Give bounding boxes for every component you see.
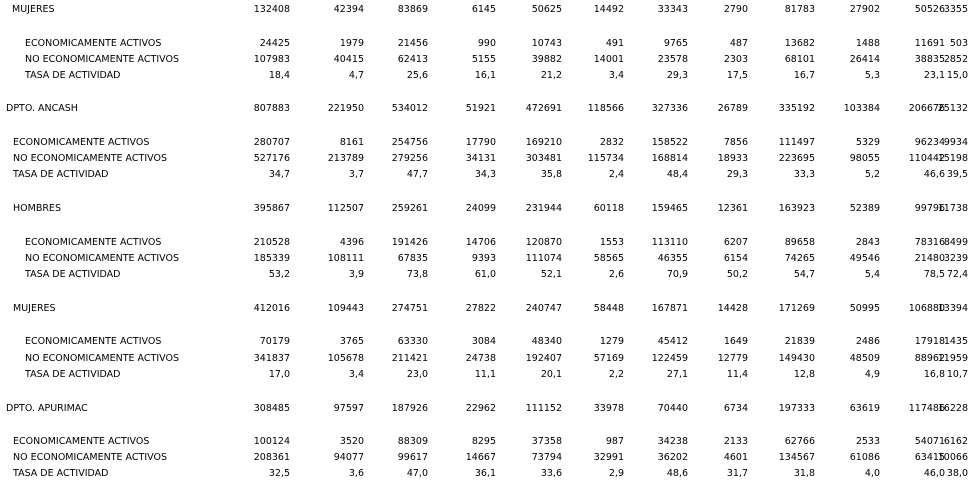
table-row bbox=[0, 451, 972, 465]
table-cell: 63415 bbox=[914, 452, 945, 463]
table-cell: 34131 bbox=[465, 153, 496, 164]
table-cell: 2,6 bbox=[608, 269, 624, 280]
table-cell: 211421 bbox=[391, 353, 428, 364]
table-cell: 23,0 bbox=[406, 369, 428, 380]
table-cell: 83869 bbox=[397, 4, 428, 15]
table-cell: 21,2 bbox=[540, 70, 562, 81]
table-cell: 171269 bbox=[778, 303, 815, 314]
table-cell: 197333 bbox=[778, 403, 815, 414]
table-cell: 5155 bbox=[471, 54, 496, 65]
table-cell: 2303 bbox=[723, 54, 748, 65]
table-cell: 21456 bbox=[397, 38, 428, 49]
table-cell: 52389 bbox=[849, 203, 880, 214]
table-cell: 9765 bbox=[663, 38, 688, 49]
table-cell: 2852 bbox=[943, 54, 968, 65]
table-cell: 5,4 bbox=[864, 269, 880, 280]
table-cell: 34,3 bbox=[474, 169, 496, 180]
table-cell: 111074 bbox=[525, 253, 562, 264]
table-cell: 62413 bbox=[397, 54, 428, 65]
table-cell: 110442 bbox=[908, 153, 945, 164]
table-cell: 61086 bbox=[849, 452, 880, 463]
table-cell: 89658 bbox=[784, 237, 815, 248]
table-cell: 11691 bbox=[914, 38, 945, 49]
table-row bbox=[0, 352, 972, 366]
table-cell: 48,4 bbox=[666, 169, 688, 180]
table-cell: 4396 bbox=[339, 237, 364, 248]
table-cell: 35,8 bbox=[540, 169, 562, 180]
table-cell: 2486 bbox=[855, 336, 880, 347]
table-cell: 108111 bbox=[327, 253, 364, 264]
table-cell: 231944 bbox=[525, 203, 562, 214]
table-cell: 16228 bbox=[937, 403, 968, 414]
table-cell: 4,0 bbox=[864, 468, 880, 479]
table-cell: 58565 bbox=[593, 253, 624, 264]
table-cell: 149430 bbox=[778, 353, 815, 364]
table-cell: 9934 bbox=[943, 137, 968, 148]
table-cell: 395867 bbox=[253, 203, 290, 214]
table-cell: 94077 bbox=[333, 452, 364, 463]
table-cell: 46,6 bbox=[923, 169, 945, 180]
table-cell: 73794 bbox=[531, 452, 562, 463]
table-cell: 24738 bbox=[465, 353, 496, 364]
table-cell: 213789 bbox=[327, 153, 364, 164]
table-cell: 54071 bbox=[914, 436, 945, 447]
table-cell: 132408 bbox=[253, 4, 290, 15]
table-cell: 16,8 bbox=[923, 369, 945, 380]
table-cell: 29,3 bbox=[726, 169, 748, 180]
table-cell: 53,2 bbox=[268, 269, 290, 280]
table-cell: 308485 bbox=[253, 403, 290, 414]
table-cell: 78316 bbox=[914, 237, 945, 248]
table-cell: 122459 bbox=[651, 353, 688, 364]
table-cell: 12779 bbox=[717, 353, 748, 364]
row-label: ECONOMICAMENTE ACTIVOS bbox=[13, 436, 150, 447]
table-cell: 17918 bbox=[914, 336, 945, 347]
table-cell: 58448 bbox=[593, 303, 624, 314]
row-label: TASA DE ACTIVIDAD bbox=[13, 468, 109, 479]
table-cell: 2,4 bbox=[608, 169, 624, 180]
table-row bbox=[0, 302, 972, 316]
table-cell: 240747 bbox=[525, 303, 562, 314]
table-cell: 34,7 bbox=[268, 169, 290, 180]
table-cell: 134567 bbox=[778, 452, 815, 463]
table-cell: 10743 bbox=[531, 38, 562, 49]
table-cell: 5,2 bbox=[864, 169, 880, 180]
table-cell: 61,0 bbox=[474, 269, 496, 280]
table-cell: 274751 bbox=[391, 303, 428, 314]
table-cell: 2,9 bbox=[608, 468, 624, 479]
table-cell: 503 bbox=[949, 38, 968, 49]
table-cell: 40415 bbox=[333, 54, 364, 65]
table-row bbox=[0, 136, 972, 150]
table-cell: 70440 bbox=[657, 403, 688, 414]
table-cell: 2,2 bbox=[608, 369, 624, 380]
table-cell: 23578 bbox=[657, 54, 688, 65]
table-cell: 185339 bbox=[253, 253, 290, 264]
table-cell: 67835 bbox=[397, 253, 428, 264]
table-cell: 491 bbox=[605, 38, 624, 49]
table-cell: 8295 bbox=[471, 436, 496, 447]
table-cell: 16,7 bbox=[793, 70, 815, 81]
table-cell: 303481 bbox=[525, 153, 562, 164]
table-cell: 39882 bbox=[531, 54, 562, 65]
table-cell: 1488 bbox=[855, 38, 880, 49]
table-row bbox=[0, 69, 972, 83]
table-cell: 221950 bbox=[327, 103, 364, 114]
table-cell: 14428 bbox=[717, 303, 748, 314]
table-cell: 16,1 bbox=[474, 70, 496, 81]
table-cell: 62766 bbox=[784, 436, 815, 447]
table-cell: 100124 bbox=[253, 436, 290, 447]
table-cell: 4,7 bbox=[348, 70, 364, 81]
table-cell: 208361 bbox=[253, 452, 290, 463]
table-cell: 103384 bbox=[843, 103, 880, 114]
table-cell: 88309 bbox=[397, 436, 428, 447]
table-cell: 14706 bbox=[465, 237, 496, 248]
table-row bbox=[0, 202, 972, 216]
table-cell: 120870 bbox=[525, 237, 562, 248]
table-cell: 31,8 bbox=[793, 468, 815, 479]
table-row bbox=[0, 435, 972, 449]
row-label: NO ECONOMICAMENTE ACTIVOS bbox=[25, 54, 179, 65]
table-cell: 33343 bbox=[657, 4, 688, 15]
table-cell: 32991 bbox=[593, 452, 624, 463]
table-cell: 117486 bbox=[908, 403, 945, 414]
table-cell: 3,9 bbox=[348, 269, 364, 280]
table-cell: 5329 bbox=[855, 137, 880, 148]
table-cell: 1979 bbox=[339, 38, 364, 49]
table-row bbox=[0, 102, 972, 116]
table-cell: 36202 bbox=[657, 452, 688, 463]
table-cell: 72,4 bbox=[946, 269, 968, 280]
row-label: DPTO. APURIMAC bbox=[6, 403, 88, 414]
table-cell: 1649 bbox=[723, 336, 748, 347]
table-cell: 70,9 bbox=[666, 269, 688, 280]
table-cell: 38,0 bbox=[946, 468, 968, 479]
table-cell: 39,5 bbox=[946, 169, 968, 180]
table-cell: 21839 bbox=[784, 336, 815, 347]
table-cell: 14001 bbox=[593, 54, 624, 65]
table-cell: 2790 bbox=[723, 4, 748, 15]
row-label: ECONOMICAMENTE ACTIVOS bbox=[25, 336, 162, 347]
table-cell: 48509 bbox=[849, 353, 880, 364]
table-cell: 259261 bbox=[391, 203, 428, 214]
table-cell: 17,5 bbox=[726, 70, 748, 81]
table-cell: 111152 bbox=[525, 403, 562, 414]
table-cell: 45412 bbox=[657, 336, 688, 347]
table-row bbox=[0, 236, 972, 250]
table-cell: 1435 bbox=[943, 336, 968, 347]
table-cell: 99796 bbox=[914, 203, 945, 214]
table-cell: 70179 bbox=[259, 336, 290, 347]
table-cell: 280707 bbox=[253, 137, 290, 148]
table-row bbox=[0, 268, 972, 282]
table-cell: 335192 bbox=[778, 103, 815, 114]
table-cell: 99617 bbox=[397, 452, 428, 463]
table-cell: 17,0 bbox=[268, 369, 290, 380]
table-cell: 98055 bbox=[849, 153, 880, 164]
table-cell: 52,1 bbox=[540, 269, 562, 280]
table-cell: 15,0 bbox=[946, 70, 968, 81]
row-label: ECONOMICAMENTE ACTIVOS bbox=[25, 38, 162, 49]
table-cell: 29,3 bbox=[666, 70, 688, 81]
table-cell: 115734 bbox=[587, 153, 624, 164]
table-cell: 112507 bbox=[327, 203, 364, 214]
table-cell: 168814 bbox=[651, 153, 688, 164]
table-cell: 2533 bbox=[855, 436, 880, 447]
table-cell: 33978 bbox=[593, 403, 624, 414]
table-cell: 1553 bbox=[599, 237, 624, 248]
table-cell: 8499 bbox=[943, 237, 968, 248]
table-cell: 15198 bbox=[937, 153, 968, 164]
table-cell: 163923 bbox=[778, 203, 815, 214]
table-cell: 63330 bbox=[397, 336, 428, 347]
table-row bbox=[0, 53, 972, 67]
table-cell: 987 bbox=[605, 436, 624, 447]
table-cell: 169210 bbox=[525, 137, 562, 148]
table-cell: 63619 bbox=[849, 403, 880, 414]
table-row bbox=[0, 402, 972, 416]
table-cell: 254756 bbox=[391, 137, 428, 148]
table-cell: 191426 bbox=[391, 237, 428, 248]
table-cell: 4601 bbox=[723, 452, 748, 463]
table-cell: 6154 bbox=[723, 253, 748, 264]
table-cell: 10066 bbox=[937, 452, 968, 463]
row-label: TASA DE ACTIVIDAD bbox=[25, 369, 121, 380]
table-cell: 192407 bbox=[525, 353, 562, 364]
table-cell: 187926 bbox=[391, 403, 428, 414]
table-cell: 27,1 bbox=[666, 369, 688, 380]
table-cell: 111497 bbox=[778, 137, 815, 148]
row-label: NO ECONOMICAMENTE ACTIVOS bbox=[13, 153, 167, 164]
table-cell: 47,0 bbox=[406, 468, 428, 479]
table-cell: 10,7 bbox=[946, 369, 968, 380]
table-cell: 22962 bbox=[465, 403, 496, 414]
table-row bbox=[0, 37, 972, 51]
row-label: ECONOMICAMENTE ACTIVOS bbox=[13, 137, 150, 148]
table-cell: 13394 bbox=[937, 303, 968, 314]
table-cell: 24425 bbox=[259, 38, 290, 49]
table-cell: 46355 bbox=[657, 253, 688, 264]
table-cell: 17790 bbox=[465, 137, 496, 148]
table-cell: 23,1 bbox=[923, 70, 945, 81]
table-cell: 25132 bbox=[937, 103, 968, 114]
row-label: HOMBRES bbox=[13, 203, 61, 214]
row-label: DPTO. ANCASH bbox=[6, 103, 78, 114]
table-cell: 54,7 bbox=[793, 269, 815, 280]
table-cell: 21480 bbox=[914, 253, 945, 264]
table-cell: 42394 bbox=[333, 4, 364, 15]
table-row bbox=[0, 3, 972, 17]
table-cell: 78,5 bbox=[923, 269, 945, 280]
table-cell: 12,8 bbox=[793, 369, 815, 380]
table-cell: 51921 bbox=[465, 103, 496, 114]
table-cell: 96234 bbox=[914, 137, 945, 148]
table-row bbox=[0, 467, 972, 481]
table-cell: 3239 bbox=[943, 253, 968, 264]
table-row bbox=[0, 168, 972, 182]
table-cell: 81783 bbox=[784, 4, 815, 15]
table-cell: 36,1 bbox=[474, 468, 496, 479]
table-cell: 27902 bbox=[849, 4, 880, 15]
row-label: TASA DE ACTIVIDAD bbox=[25, 70, 121, 81]
table-cell: 37358 bbox=[531, 436, 562, 447]
table-cell: 33,6 bbox=[540, 468, 562, 479]
table-row bbox=[0, 368, 972, 382]
table-cell: 2832 bbox=[599, 137, 624, 148]
table-cell: 3084 bbox=[471, 336, 496, 347]
table-cell: 3520 bbox=[339, 436, 364, 447]
table-cell: 3,4 bbox=[608, 70, 624, 81]
table-cell: 18,4 bbox=[268, 70, 290, 81]
table-cell: 807883 bbox=[253, 103, 290, 114]
table-cell: 6207 bbox=[723, 237, 748, 248]
table-cell: 18933 bbox=[717, 153, 748, 164]
row-label: NO ECONOMICAMENTE ACTIVOS bbox=[13, 452, 167, 463]
table-cell: 12361 bbox=[717, 203, 748, 214]
table-cell: 74265 bbox=[784, 253, 815, 264]
table-cell: 27822 bbox=[465, 303, 496, 314]
table-cell: 97597 bbox=[333, 403, 364, 414]
table-cell: 3355 bbox=[943, 4, 968, 15]
table-row bbox=[0, 335, 972, 349]
table-cell: 47,7 bbox=[406, 169, 428, 180]
table-cell: 14667 bbox=[465, 452, 496, 463]
table-cell: 26414 bbox=[849, 54, 880, 65]
table-cell: 5,3 bbox=[864, 70, 880, 81]
table-cell: 341837 bbox=[253, 353, 290, 364]
table-cell: 118566 bbox=[587, 103, 624, 114]
row-label: ECONOMICAMENTE ACTIVOS bbox=[25, 237, 162, 248]
table-cell: 210528 bbox=[253, 237, 290, 248]
row-label: NO ECONOMICAMENTE ACTIVOS bbox=[25, 253, 179, 264]
table-cell: 46,0 bbox=[923, 468, 945, 479]
table-cell: 534012 bbox=[391, 103, 428, 114]
table-cell: 20,1 bbox=[540, 369, 562, 380]
table-cell: 32,5 bbox=[268, 468, 290, 479]
table-cell: 279256 bbox=[391, 153, 428, 164]
table-cell: 11738 bbox=[937, 203, 968, 214]
table-cell: 24099 bbox=[465, 203, 496, 214]
table-cell: 49546 bbox=[849, 253, 880, 264]
table-cell: 50995 bbox=[849, 303, 880, 314]
table-cell: 50625 bbox=[531, 4, 562, 15]
table-cell: 34238 bbox=[657, 436, 688, 447]
table-cell: 60118 bbox=[593, 203, 624, 214]
table-cell: 6734 bbox=[723, 403, 748, 414]
table-cell: 7856 bbox=[723, 137, 748, 148]
row-label: MUJERES bbox=[13, 303, 56, 314]
table-cell: 57169 bbox=[593, 353, 624, 364]
table-cell: 107983 bbox=[253, 54, 290, 65]
table-cell: 25,6 bbox=[406, 70, 428, 81]
table-cell: 3,7 bbox=[348, 169, 364, 180]
row-label: TASA DE ACTIVIDAD bbox=[13, 169, 109, 180]
table-cell: 106880 bbox=[908, 303, 945, 314]
table-cell: 2843 bbox=[855, 237, 880, 248]
table-cell: 13682 bbox=[784, 38, 815, 49]
table-cell: 327336 bbox=[651, 103, 688, 114]
table-cell: 1279 bbox=[599, 336, 624, 347]
table-cell: 4,9 bbox=[864, 369, 880, 380]
table-cell: 109443 bbox=[327, 303, 364, 314]
table-row bbox=[0, 152, 972, 166]
table-cell: 3,4 bbox=[348, 369, 364, 380]
table-cell: 6162 bbox=[943, 436, 968, 447]
table-cell: 88962 bbox=[914, 353, 945, 364]
table-cell: 33,3 bbox=[793, 169, 815, 180]
table-cell: 38835 bbox=[914, 54, 945, 65]
table-cell: 50,2 bbox=[726, 269, 748, 280]
table-cell: 11959 bbox=[937, 353, 968, 364]
table-cell: 6145 bbox=[471, 4, 496, 15]
table-cell: 206676 bbox=[908, 103, 945, 114]
table-cell: 412016 bbox=[253, 303, 290, 314]
table-cell: 159465 bbox=[651, 203, 688, 214]
table-cell: 2133 bbox=[723, 436, 748, 447]
table-cell: 223695 bbox=[778, 153, 815, 164]
table-cell: 158522 bbox=[651, 137, 688, 148]
table-cell: 527176 bbox=[253, 153, 290, 164]
table-cell: 48,6 bbox=[666, 468, 688, 479]
table-row bbox=[0, 252, 972, 266]
table-cell: 3,6 bbox=[348, 468, 364, 479]
table-cell: 3765 bbox=[339, 336, 364, 347]
row-label: NO ECONOMICAMENTE ACTIVOS bbox=[25, 353, 179, 364]
table-cell: 990 bbox=[477, 38, 496, 49]
table-cell: 31,7 bbox=[726, 468, 748, 479]
table-cell: 11,4 bbox=[726, 369, 748, 380]
table-cell: 487 bbox=[729, 38, 748, 49]
table-cell: 11,1 bbox=[474, 369, 496, 380]
row-label: MUJERES bbox=[12, 4, 55, 15]
table-cell: 472691 bbox=[525, 103, 562, 114]
table-cell: 50526 bbox=[914, 4, 945, 15]
table-cell: 9393 bbox=[471, 253, 496, 264]
table-cell: 8161 bbox=[339, 137, 364, 148]
table-cell: 73,8 bbox=[406, 269, 428, 280]
table-cell: 14492 bbox=[593, 4, 624, 15]
table-cell: 113110 bbox=[651, 237, 688, 248]
table-cell: 167871 bbox=[651, 303, 688, 314]
row-label: TASA DE ACTIVIDAD bbox=[25, 269, 121, 280]
table-cell: 48340 bbox=[531, 336, 562, 347]
table-cell: 26789 bbox=[717, 103, 748, 114]
table-cell: 105678 bbox=[327, 353, 364, 364]
table-cell: 68101 bbox=[784, 54, 815, 65]
